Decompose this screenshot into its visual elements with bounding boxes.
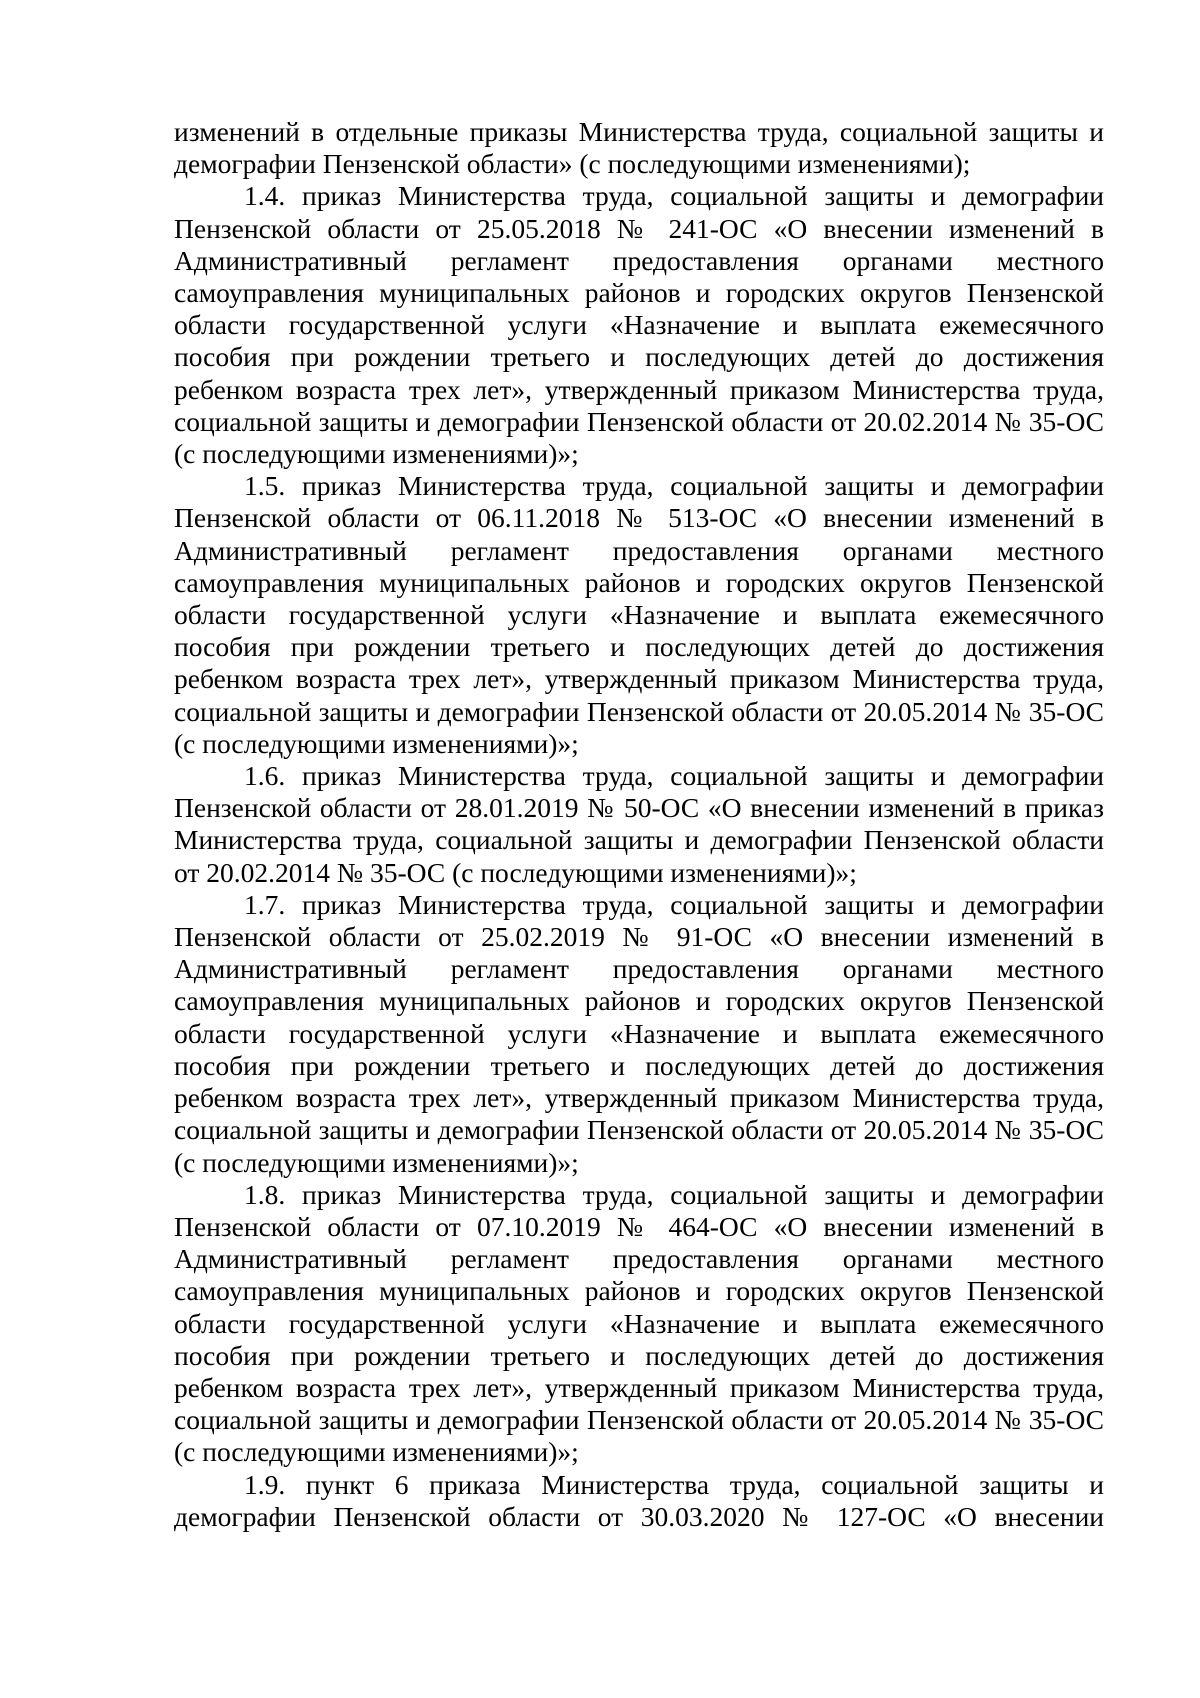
paragraph-item-1-4: 1.4. приказ Министерства труда, социальной защиты и демографии Пензенской области от 25.05.2018 № 241-ОС «О внесении изменений в Административный регламент предоставления органами местного самоуправления муниципальных районов и городских округов Пензенской области государственной услуги «Назначение и выплата ежемесячного пособия при рождении третьего и последующих детей до достижения ребенком возраста трех лет», утвержденный приказом Министерства труда, социальной защиты и демографии Пензенской области от 20.02.2014 № 35-ОС (с последующими изменениями)»; — [174, 180, 1104, 470]
paragraph-continuation: изменений в отдельные приказы Министерства труда, социальной защиты и демографии Пензенской области» (с последующими изменениями); — [174, 116, 1104, 180]
paragraph-item-1-8: 1.8. приказ Министерства труда, социальной защиты и демографии Пензенской области от 07.10.2019 № 464-ОС «О внесении изменений в Административный регламент предоставления органами местного самоуправления муниципальных районов и городских округов Пензенской области государственной услуги «Назначение и выплата ежемесячного пособия при рождении третьего и последующих детей до достижения ребенком возраста трех лет», утвержденный приказом Министерства труда, социальной защиты и демографии Пензенской области от 20.05.2014 № 35-ОС (с последующими изменениями)»; — [174, 1178, 1104, 1468]
document-page — [174, 116, 1104, 1533]
paragraph-item-1-5: 1.5. приказ Министерства труда, социальной защиты и демографии Пензенской области от 06.11.2018 № 513-ОС «О внесении изменений в Административный регламент предоставления органами местного самоуправления муниципальных районов и городских округов Пензенской области государственной услуги «Назначение и выплата ежемесячного пособия при рождении третьего и последующих детей до достижения ребенком возраста трех лет», утвержденный приказом Министерства труда, социальной защиты и демографии Пензенской области от 20.05.2014 № 35-ОС (с последующими изменениями)»; — [174, 470, 1104, 759]
paragraph-item-1-7: 1.7. приказ Министерства труда, социальной защиты и демографии Пензенской области от 25.02.2019 № 91-ОС «О внесении изменений в Административный регламент предоставления органами местного самоуправления муниципальных районов и городских округов Пензенской области государственной услуги «Назначение и выплата ежемесячного пособия при рождении третьего и последующих детей до достижения ребенком возраста трех лет», утвержденный приказом Министерства труда, социальной защиты и демографии Пензенской области от 20.05.2014 № 35-ОС (с последующими изменениями)»; — [174, 888, 1104, 1178]
paragraph-item-1-9: 1.9. пункт 6 приказа Министерства труда, социальной защиты и демографии Пензенской области от 30.03.2020 № 127-ОС «О внесении — [174, 1468, 1104, 1532]
paragraph-item-1-6: 1.6. приказ Министерства труда, социальной защиты и демографии Пензенской области от 28.01.2019 № 50-ОС «О внесении изменений в приказ Министерства труда, социальной защиты и демографии Пензенской области от 20.02.2014 № 35-ОС (с последующими изменениями)»; — [174, 760, 1104, 888]
